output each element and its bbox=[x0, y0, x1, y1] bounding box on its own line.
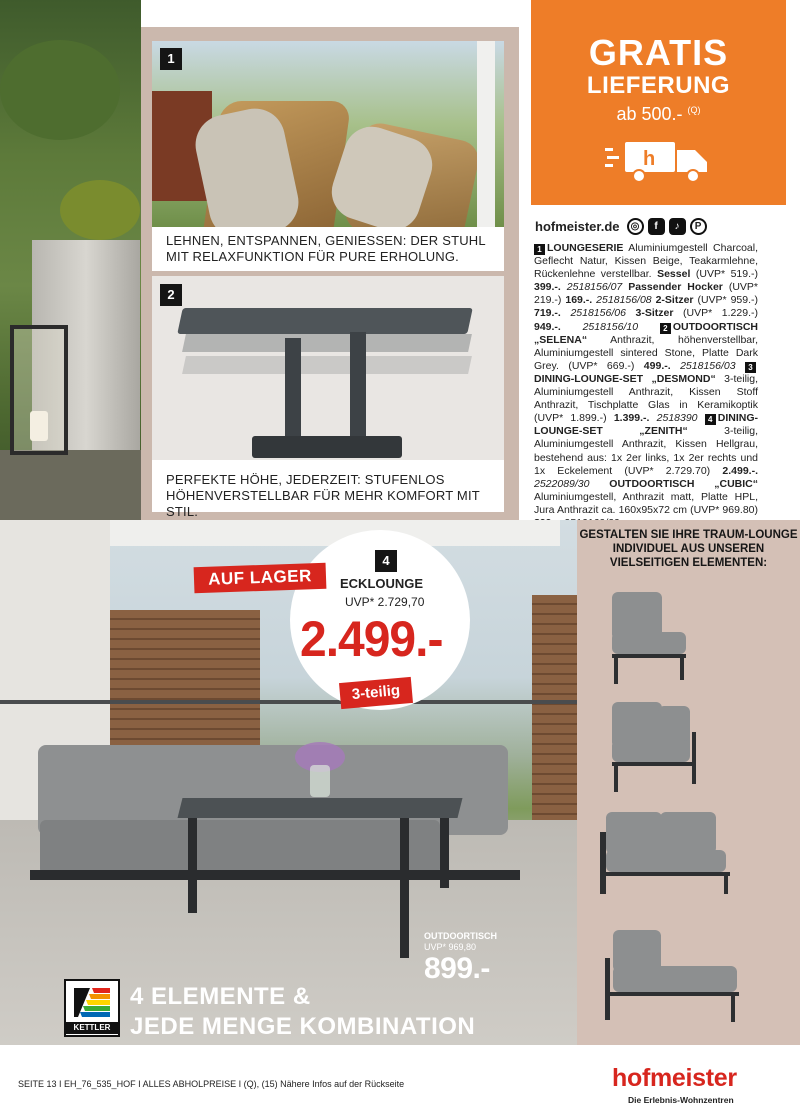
offer-uvp: UVP* 2.729,70 bbox=[345, 595, 425, 609]
kettler-stripes-icon bbox=[72, 986, 112, 1018]
table-offer-price: 899.- bbox=[424, 952, 490, 985]
element-chaise[interactable] bbox=[605, 928, 740, 1028]
free-delivery-banner[interactable] bbox=[531, 0, 786, 205]
delivery-truck-icon bbox=[605, 138, 715, 184]
product-badge-3: 3 bbox=[745, 362, 756, 373]
photo2-caption: PERFEKTE HÖHE, JEDERZEIT: STUFENLOS HÖHENVERSTELLBAR FÜR MEHR KOMFORT MIT STIL. bbox=[152, 460, 504, 512]
headline-line2: JEDE MENGE KOMBINATION bbox=[130, 1013, 476, 1040]
element-single-seat[interactable] bbox=[610, 592, 690, 687]
headline bbox=[130, 982, 475, 1042]
facebook-icon[interactable]: f bbox=[648, 218, 665, 235]
pinterest-icon[interactable]: P bbox=[690, 218, 707, 235]
product-badge-4: 4 bbox=[705, 414, 716, 425]
table-image bbox=[178, 798, 463, 818]
social-bar bbox=[535, 215, 707, 237]
in-stock-badge: AUF LAGER bbox=[194, 563, 327, 594]
headline-line1: 4 ELEMENTE & bbox=[130, 983, 311, 1010]
table-offer-name: OUTDOORTISCH bbox=[424, 931, 497, 941]
tiktok-icon[interactable]: ♪ bbox=[669, 218, 686, 235]
photo2-badge: 2 bbox=[160, 284, 182, 306]
promo-line2: LIEFERUNG bbox=[586, 72, 731, 99]
product-description: 1 LOUNGESERIE Aluminiumgestell Charcoal, Geflecht Natur, Kissen Beige, Teakarmlehne, Rückenlehne verstellbar. Sessel (UVP* 519.-) 399.-. 2518156/07 Passender Hocker (UVP* 219.-) 169.-. 2518156/08 2-Sitzer (UVP* 959.-) 719.-. 2518156/06 3-Sitzer (UVP* 1.229.-) 949.-. 2518156/10 2 OUTDOORTISCH „SELENA“ Anthrazit, höhenverstellbar, Aluminiumgestell sintered Stone, Platte Dark Grey. (UVP* 669.-) 499.-. 2518156/03 3DINING-LOUNGE-SET „DESMOND“ 3-teilig, Aluminiumgestell Anthrazit, Kissen Stoff Anthrazit, Tischplatte Glas in Keramikoptik (UVP* 1.899.-) 1.399.-. 2518390 4 DINING-LOUNGE-SET „ZENITH“ 3-teilig, Aluminiumgestell Anthrazit, Kissen Hellgrau, bestehend aus: 1x 2er links, 1x 2er rechts und 1x Eckelement (UVP* 2.729.70) 2.499.-. 2522089/30 OUTDOORTISCH „CUBIC“ Aluminiumgestell, Anthrazit matt, Platte HPL, Jura Anthrazit ca. 160x95x72 cm (UVP* 969.80) bbox=[534, 242, 759, 516]
offer-name: ECKLOUNGE bbox=[340, 576, 424, 591]
instagram-icon[interactable]: ◎ bbox=[627, 218, 644, 235]
brand-tagline: Die Erlebnis-Wohnzentren bbox=[628, 1095, 734, 1105]
element-corner[interactable] bbox=[610, 702, 700, 797]
element-two-seater[interactable] bbox=[600, 812, 735, 897]
promo-line3: ab 500.- $^{(Q)}$ bbox=[616, 104, 701, 124]
photo1-caption: LEHNEN, ENTSPANNEN, GENIESSEN: DER STUHL MIT RELAXFUNKTION FÜR PURE ERHOLUNG. bbox=[152, 227, 504, 271]
photo1-badge: 1 bbox=[160, 48, 182, 70]
relax-chair-photo bbox=[152, 41, 504, 227]
kettler-name: KETTLER bbox=[66, 1022, 118, 1034]
product-badge-2: 2 bbox=[660, 323, 671, 334]
offer-price: 2.499.- bbox=[300, 611, 443, 668]
adjustable-table-photo bbox=[152, 276, 504, 460]
table-offer-uvp: UVP* 969,80 bbox=[424, 942, 477, 952]
promo-line1: GRATIS bbox=[588, 32, 729, 73]
kettler-logo bbox=[64, 979, 120, 1037]
brand-logo[interactable]: hofmeister bbox=[612, 1064, 737, 1092]
truck-letter: h bbox=[643, 148, 656, 170]
lantern-image bbox=[10, 325, 68, 455]
elements-title: GESTALTEN SIE IHRE TRAUM-LOUNGE INDIVIDUEL AUS UNSEREN VIELSEITIGEN ELEMENTEN: bbox=[579, 529, 798, 569]
footer-text: SEITE 13 I EH_76_535_HOF I ALLES ABHOLPREISE I (Q), (15) Nähere Infos auf der Rückseite bbox=[18, 1079, 405, 1089]
garden-photo bbox=[0, 0, 141, 520]
offer-badge: 4 bbox=[375, 550, 397, 572]
site-url[interactable]: hofmeister.de bbox=[535, 218, 620, 234]
lounge-photo bbox=[0, 520, 577, 1045]
pieces-badge: 3-teilig bbox=[339, 677, 413, 709]
product-badge-1: 1 bbox=[534, 244, 545, 255]
